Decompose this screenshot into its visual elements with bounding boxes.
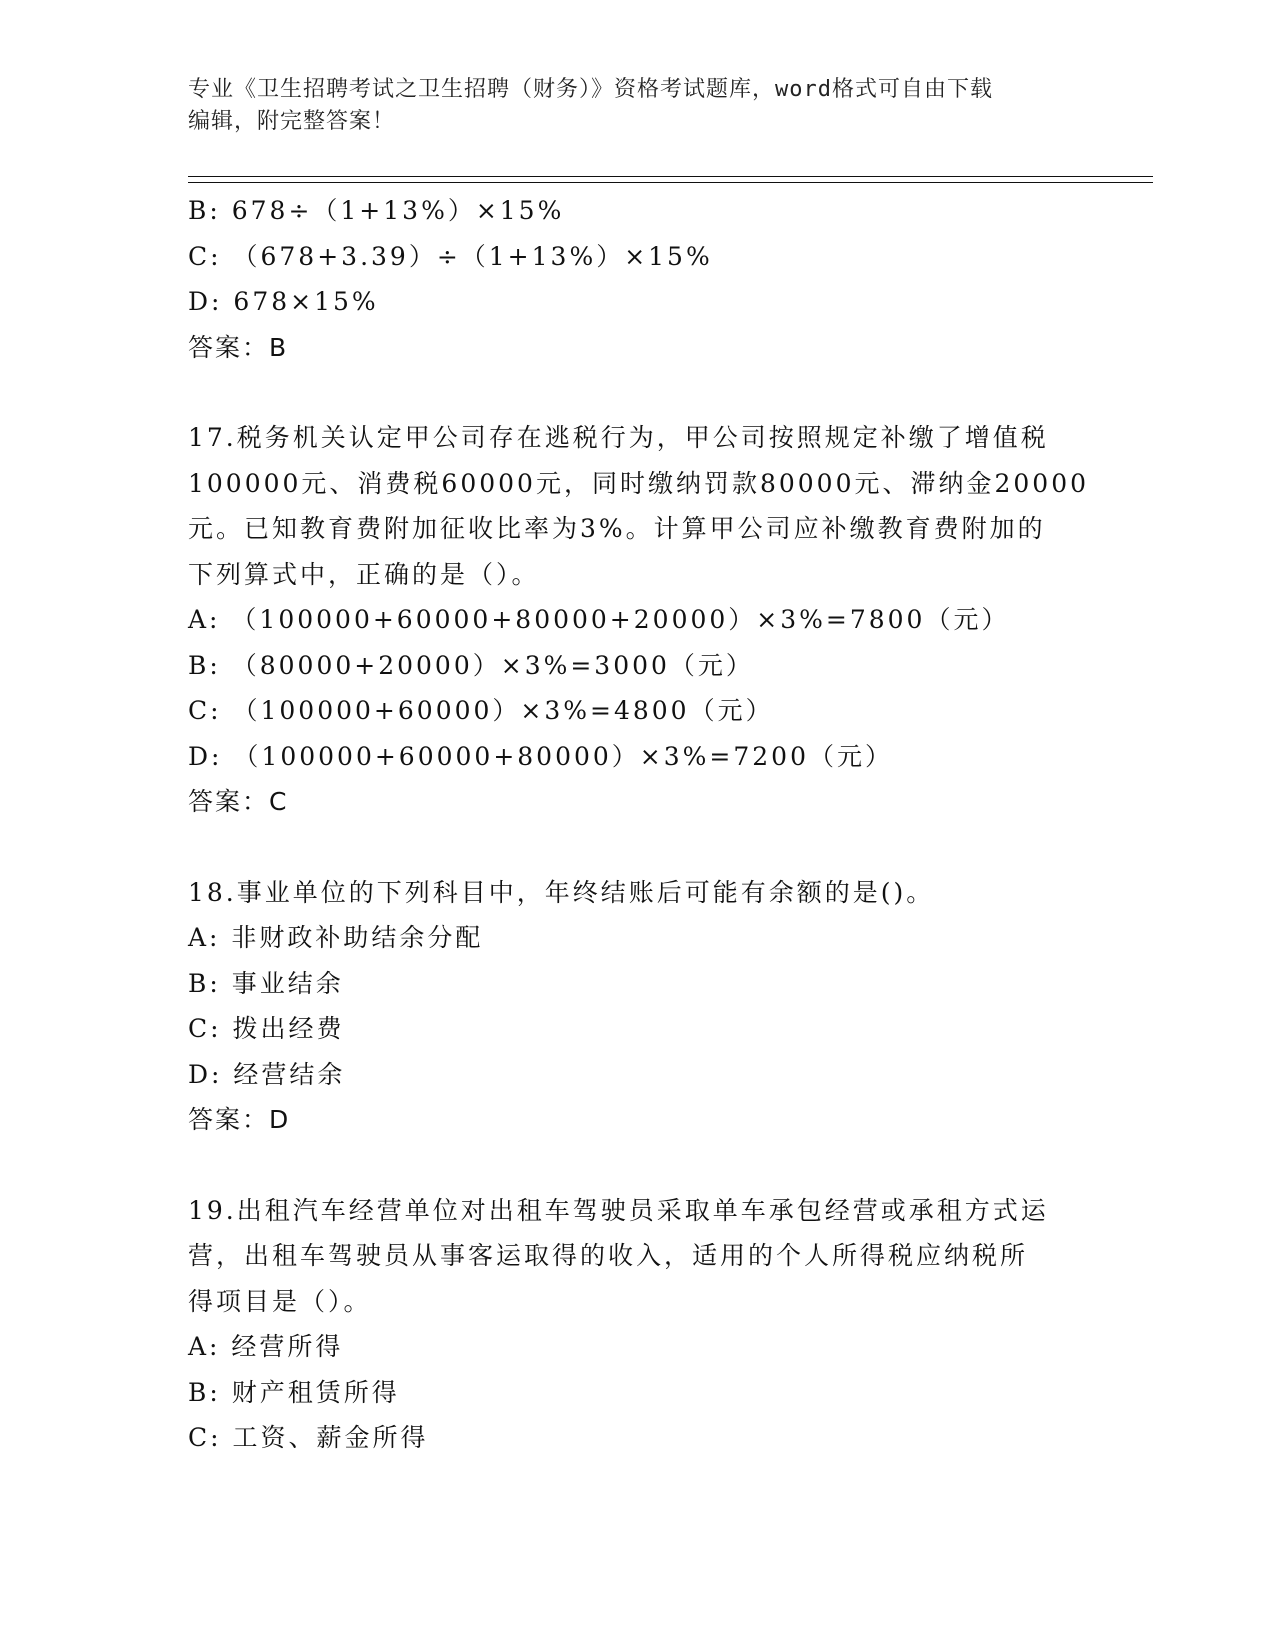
- spacer: [188, 1143, 1088, 1188]
- option-d: D: （100000+60000+80000）×3%=7200（元）: [188, 741, 893, 771]
- header-line-1: 专业《卫生招聘考试之卫生招聘（财务）》资格考试题库，word格式可自由下载: [188, 77, 993, 102]
- option-a: A: 经营所得: [188, 1332, 344, 1361]
- option-c: C: （678+3.39）÷（1+13%）×15%: [188, 241, 713, 271]
- question-stem-line: 18.事业单位的下列科目中，年终结账后可能有余额的是()。: [188, 877, 935, 907]
- question-stem-line: 下列算式中，正确的是（）。: [188, 559, 540, 589]
- question-stem-line: 营，出租车驾驶员从事客运取得的收入，适用的个人所得税应纳税所: [188, 1241, 1029, 1270]
- question-16-tail: [188, 188, 1088, 370]
- question-18: [188, 870, 1088, 1143]
- option-c: C: （100000+60000）×3%=4800（元）: [188, 696, 774, 725]
- spacer: [188, 825, 1088, 870]
- question-stem-line: 17.税务机关认定甲公司存在逃税行为，甲公司按照规定补缴了增值税: [188, 423, 1049, 452]
- spacer: [188, 370, 1088, 415]
- header-line-2: 编辑，附完整答案！: [188, 109, 396, 134]
- question-stem-line: 得项目是（）。: [188, 1286, 372, 1316]
- option-b: B: （80000+20000）×3%=3000（元）: [188, 650, 754, 680]
- question-stem-line: 100000元、消费税60000元，同时缴纳罚款80000元、滞纳金20000: [188, 468, 1090, 498]
- option-a: A: 非财政补助结余分配: [188, 923, 484, 952]
- question-stem-line: 元。已知教育费附加征收比率为3%。计算甲公司应补缴教育费附加的: [188, 514, 1046, 543]
- question-19: [188, 1188, 1088, 1461]
- question-list: [188, 188, 1088, 1461]
- question-17: [188, 415, 1088, 825]
- option-b: B: 财产租赁所得: [188, 1377, 400, 1407]
- answer: 答案：D: [188, 1105, 291, 1134]
- option-d: D: 678×15%: [188, 287, 379, 316]
- answer: 答案：C: [188, 787, 289, 816]
- option-c: C: 拨出经费: [188, 1014, 345, 1043]
- option-b: B: 678÷（1+13%）×15%: [188, 196, 565, 225]
- option-a: A: （100000+60000+80000+20000）×3%=7800（元）: [188, 605, 1010, 634]
- answer: 答案：B: [188, 332, 289, 362]
- header-divider: [188, 176, 1153, 183]
- page-header: [188, 74, 1068, 138]
- question-stem-line: 19.出租汽车经营单位对出租车驾驶员采取单车承包经营或承租方式运: [188, 1195, 1049, 1225]
- option-d: D: 经营结余: [188, 1059, 346, 1089]
- option-b: B: 事业结余: [188, 968, 344, 998]
- option-c: C: 工资、薪金所得: [188, 1423, 429, 1452]
